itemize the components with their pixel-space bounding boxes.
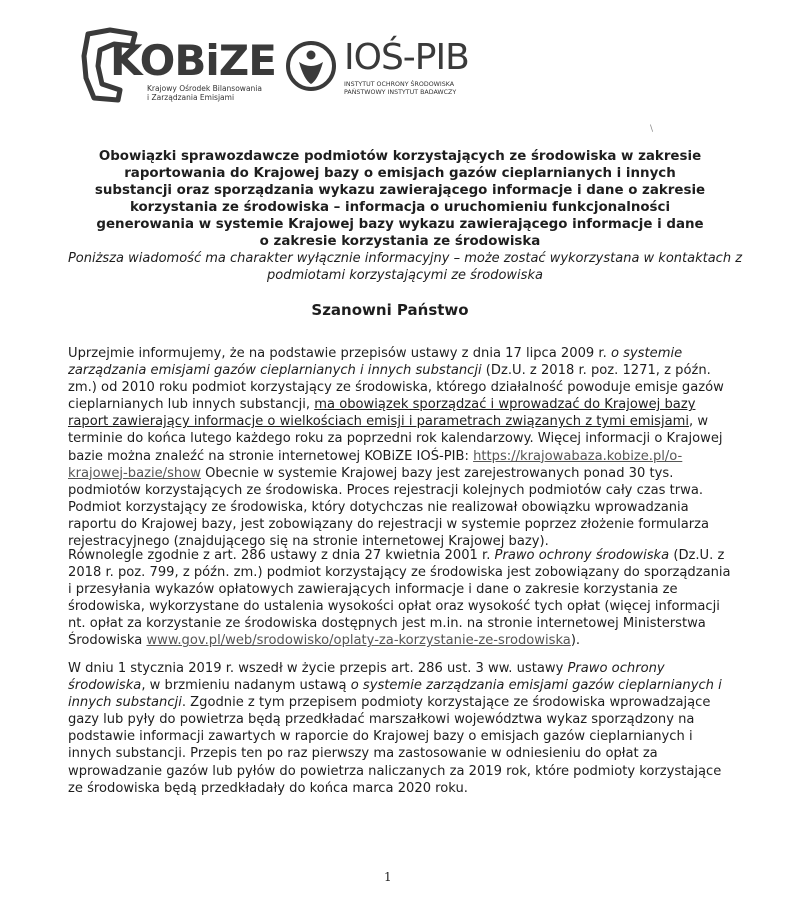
paragraph-3: W dniu 1 stycznia 2019 r. wszedł w życie przepis art. 286 ust. 3 ww. ustawy Prawo ochrony środowiska, w brzmieniu nadanym ustawą o systemie zarządzania emisjami gazów cieplarnianych i innych substancji. Zgodnie z tym przepisem podmioty korzystające ze środowiska wprowadzające gazy lub pyły do powietrza będą przedkładać marszałkowi województwa wykaz sporządzony na podstawie informacji zawartych w raporcie do Krajowej bazy o emisjach gazów cieplarnianych i innych substancji. Przepis ten po raz pierwszy ma zastosowanie w odniesieniu do opłat za wprowadzanie gazów lub pyłów do powietrza naliczanych za 2019 rok, które podmioty korzystające ze środowiska będą przedkładały do końca marca 2020 roku. (68, 661, 722, 796)
krajowa-baza-link[interactable]: https://krajowabaza.kobize.pl/o-krajowej-bazie/show (68, 448, 683, 481)
document-title: Obowiązki sprawozdawcze podmiotów korzystających ze środowiska w zakresie raportowania do Krajowej bazy o emisjach gazów cieplarnianych i innych substancji oraz sporządzania wykazu zawierającego informacje i dane o zakresie korzystania ze środowiska – informacja o uruchomieniu funkcjonalności generowania w systemie Krajowej bazy wykazu zawierającego informacje i dane o zakresie korzystania ze środowiska (94, 149, 706, 249)
ministerstwo-link[interactable]: www.gov.pl/web/srodowisko/oplaty-za-korzystanie-ze-srodowiska (146, 633, 571, 649)
paragraph-1: Uprzejmie informujemy, że na podstawie przepisów ustawy z dnia 17 lipca 2009 r. o systemie zarządzania emisjami gazów cieplarnianych i innych substancji (Dz.U. z 2018 r. poz. 1271, z późn. zm.) od 2010 roku podmiot korzystający ze środowiska, którego działalność powoduje emisje gazów cieplarnianych lub innych substancji, ma obowiązek sporządzać i wprowadzać do Krajowej bazy raport zawierający informacje o wielkościach emisji i parametrach związanych z tymi emisjami, w terminie do końca lutego każdego roku za poprzedni rok kalendarzowy. Więcej informacji o Krajowej bazie można znaleźć na stronie internetowej KOBiZE IOŚ-PIB: https://krajowabaza.kobize.pl/o-krajowej-bazie/show Obecnie w systemie Krajowej bazy jest zarejestrowanych ponad 30 tys. podmiotów korzystających ze środowiska. Proces rejestracji kolejnych podmiotów cały czas trwa. Podmiot korzystający ze środowiska, który dotychczas nie realizował obowiązku wprowadzania raportu do Krajowej bazy, jest zobowiązany do rejestracji w systemie poprzez złożenie formularza rejestracyjnego (znajdującego się na stronie internetowej Krajowej bazy). (68, 346, 724, 550)
ios-pib-logo-subtitle: INSTYTUT OCHRONY ŚRODOWISKA PAŃSTWOWY INSTYTUT BADAWCZY (344, 81, 457, 96)
ios-pib-emblem-icon (285, 40, 337, 92)
header-logos (80, 26, 500, 116)
margin-mark: \ (650, 124, 654, 134)
ios-pib-logo-text: IOŚ-PIB (344, 37, 469, 78)
kobize-logo-subtitle: Krajowy Ośrodek Bilansowania i Zarządzania Emisjami (147, 84, 262, 102)
intro-note: Poniższa wiadomość ma charakter wyłącznie informacyjny – może zostać wykorzystana w kontaktach z podmiotami korzystającymi ze środowiska (67, 251, 743, 283)
page-number: 1 (384, 870, 392, 884)
paragraph-2: Równolegle zgodnie z art. 286 ustawy z dnia 27 kwietnia 2001 r. Prawo ochrony środowiska (Dz.U. z 2018 r. poz. 799, z późn. zm.) podmiot korzystający ze środowiska jest zobowiązany do sporządzania i przesyłania wykazów opłatowych zawierających informacje i dane o zakresie korzystania ze środowiska, wykorzystane do ustalenia wysokości opłat oraz wysokość tych opłat (więcej informacji nt. opłat za korzystanie ze środowiska dostępnych jest m.in. na stronie internetowej Ministerstwa Środowiska www.gov.pl/web/srodowisko/oplaty-za-korzystanie-ze-srodowiska). (68, 548, 731, 649)
kobize-logo-text: KOBiZE (110, 36, 276, 85)
greeting: Szanowni Państwo (311, 301, 469, 319)
